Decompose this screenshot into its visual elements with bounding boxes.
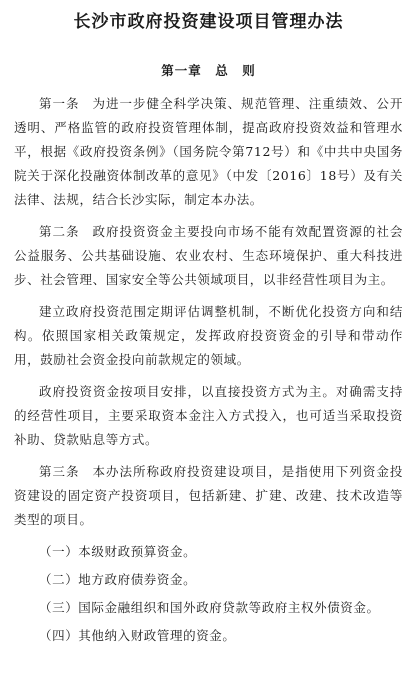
paragraph-article-2-cont-2	[14, 380, 403, 452]
document-title: 长沙市政府投资建设项目管理办法	[73, 12, 344, 32]
list-item: （三）国际金融组织和国外政府贷款等政府主权外债资金。	[39, 600, 380, 615]
paragraph-text: 政府投资资金按项目安排，以直接投资方式为主。对确需支持的经营性项目，主要采取资本金注入方式投入，也可适当采取投资补助、贷款贴息等方式。	[14, 384, 403, 447]
paragraph-article-1	[14, 92, 403, 212]
paragraph-article-2-cont-1	[14, 300, 403, 372]
paragraph-article-2	[14, 220, 403, 292]
paragraph-article-3	[14, 460, 403, 532]
paragraph-text: 为进一步健全科学决策、规范管理、注重绩效、公开透明、严格监管的政府投资管理体制，提高政府投资效益和管理水平，根据《政府投资条例》（国务院令第712号）和《中共中央国务院关于深化投融资体制改革的意见》（中发〔2016〕18号）及有关法律、法规，结合长沙实际，制定本办法。	[14, 96, 403, 207]
article-label: 第二条	[39, 224, 80, 239]
chapter-heading: 第一章 总 则	[161, 63, 256, 78]
article-label: 第三条	[39, 464, 80, 479]
paragraph-text: 政府投资资金主要投向市场不能有效配置资源的社会公益服务、公共基础设施、农业农村、生态环境保护、重大科技进步、社会管理、国家安全等公共领域项目，以非经营性项目为主。	[14, 224, 403, 287]
paragraph-text: 本办法所称政府投资建设项目，是指使用下列资金投资建设的固定资产投资项目，包括新建、扩建、改建、技术改造等类型的项目。	[14, 464, 403, 527]
paragraph-text: 建立政府投资范围定期评估调整机制，不断优化投资方向和结构。依照国家相关政策规定，发挥政府投资资金的引导和带动作用，鼓励社会资金投向前款规定的领域。	[14, 304, 403, 367]
list-item: （一）本级财政预算资金。	[39, 544, 197, 559]
article-label: 第一条	[39, 96, 80, 111]
list-item: （四）其他纳入财政管理的资金。	[39, 628, 236, 643]
list-item: （二）地方政府债券资金。	[39, 572, 197, 587]
